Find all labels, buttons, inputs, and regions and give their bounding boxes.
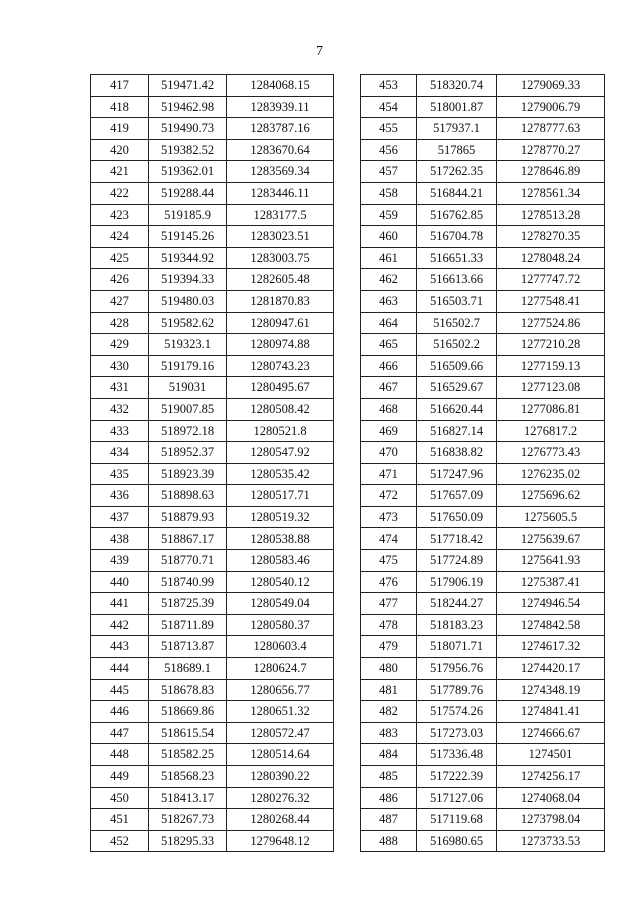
table-row: [361, 528, 605, 550]
table-row: [361, 398, 605, 420]
x-coordinate-cell: 519031: [149, 377, 227, 399]
y-coordinate-cell: 1280624.7: [227, 658, 334, 680]
point-number-cell: 431: [91, 377, 149, 399]
point-number-cell: 445: [91, 679, 149, 701]
table-row: [361, 571, 605, 593]
x-coordinate-cell: 517119.68: [417, 809, 497, 831]
y-coordinate-cell: 1280540.12: [227, 571, 334, 593]
x-coordinate-cell: 516980.65: [417, 830, 497, 852]
y-coordinate-cell: 1275639.67: [497, 528, 605, 550]
table-row: [361, 96, 605, 118]
y-coordinate-cell: 1276235.02: [497, 463, 605, 485]
x-coordinate-cell: 517127.06: [417, 787, 497, 809]
y-coordinate-cell: 1277086.81: [497, 398, 605, 420]
x-coordinate-cell: 518898.63: [149, 485, 227, 507]
table-row: [361, 420, 605, 442]
table-row: [91, 398, 334, 420]
point-number-cell: 473: [361, 506, 417, 528]
x-coordinate-cell: 518001.87: [417, 96, 497, 118]
table-row: [361, 312, 605, 334]
x-coordinate-cell: 517650.09: [417, 506, 497, 528]
table-row: [361, 614, 605, 636]
x-coordinate-cell: 518879.93: [149, 506, 227, 528]
table-row: [91, 75, 334, 97]
x-coordinate-cell: 519007.85: [149, 398, 227, 420]
table-row: [361, 830, 605, 852]
y-coordinate-cell: 1280495.67: [227, 377, 334, 399]
table-row: [361, 766, 605, 788]
point-number-cell: 428: [91, 312, 149, 334]
table-row: [361, 485, 605, 507]
y-coordinate-cell: 1278270.35: [497, 226, 605, 248]
x-coordinate-cell: 519480.03: [149, 290, 227, 312]
x-coordinate-cell: 517247.96: [417, 463, 497, 485]
table-row: [361, 809, 605, 831]
point-number-cell: 420: [91, 139, 149, 161]
table-row: [91, 766, 334, 788]
table-row: [91, 204, 334, 226]
y-coordinate-cell: 1280268.44: [227, 809, 334, 831]
point-number-cell: 441: [91, 593, 149, 615]
x-coordinate-cell: 518711.89: [149, 614, 227, 636]
y-coordinate-cell: 1275605.5: [497, 506, 605, 528]
table-row: [361, 744, 605, 766]
y-coordinate-cell: 1280974.88: [227, 334, 334, 356]
point-number-cell: 427: [91, 290, 149, 312]
y-coordinate-cell: 1274068.04: [497, 787, 605, 809]
x-coordinate-cell: 517906.19: [417, 571, 497, 593]
y-coordinate-cell: 1274666.67: [497, 722, 605, 744]
point-number-cell: 488: [361, 830, 417, 852]
x-coordinate-cell: 519462.98: [149, 96, 227, 118]
point-number-cell: 449: [91, 766, 149, 788]
point-number-cell: 467: [361, 377, 417, 399]
table-row: [361, 636, 605, 658]
x-coordinate-cell: 519490.73: [149, 118, 227, 140]
y-coordinate-cell: 1278048.24: [497, 247, 605, 269]
x-coordinate-cell: 518267.73: [149, 809, 227, 831]
y-coordinate-cell: 1278646.89: [497, 161, 605, 183]
x-coordinate-cell: 518413.17: [149, 787, 227, 809]
table-row: [91, 658, 334, 680]
point-number-cell: 421: [91, 161, 149, 183]
point-number-cell: 417: [91, 75, 149, 97]
x-coordinate-cell: 517789.76: [417, 679, 497, 701]
y-coordinate-cell: 1281870.83: [227, 290, 334, 312]
x-coordinate-cell: 518972.18: [149, 420, 227, 442]
y-coordinate-cell: 1283939.11: [227, 96, 334, 118]
y-coordinate-cell: 1283003.75: [227, 247, 334, 269]
x-coordinate-cell: 518923.39: [149, 463, 227, 485]
table-row: [361, 247, 605, 269]
y-coordinate-cell: 1274842.58: [497, 614, 605, 636]
y-coordinate-cell: 1275696.62: [497, 485, 605, 507]
table-row: [361, 290, 605, 312]
table-row: [361, 355, 605, 377]
x-coordinate-cell: 519382.52: [149, 139, 227, 161]
point-number-cell: 479: [361, 636, 417, 658]
table-row: [361, 204, 605, 226]
y-coordinate-cell: 1274617.32: [497, 636, 605, 658]
point-number-cell: 418: [91, 96, 149, 118]
table-row: [91, 614, 334, 636]
table-row: [91, 269, 334, 291]
y-coordinate-cell: 1280947.61: [227, 312, 334, 334]
x-coordinate-cell: 518740.99: [149, 571, 227, 593]
table-row: [361, 442, 605, 464]
x-coordinate-cell: 518320.74: [417, 75, 497, 97]
point-number-cell: 456: [361, 139, 417, 161]
x-coordinate-cell: 517657.09: [417, 485, 497, 507]
table-row: [91, 744, 334, 766]
table-row: [361, 118, 605, 140]
y-coordinate-cell: 1283446.11: [227, 182, 334, 204]
y-coordinate-cell: 1280583.46: [227, 550, 334, 572]
point-number-cell: 454: [361, 96, 417, 118]
y-coordinate-cell: 1275641.93: [497, 550, 605, 572]
table-row: [91, 226, 334, 248]
point-number-cell: 472: [361, 485, 417, 507]
coordinates-table-right-body: [361, 75, 605, 852]
point-number-cell: 424: [91, 226, 149, 248]
x-coordinate-cell: 518770.71: [149, 550, 227, 572]
x-coordinate-cell: 519185.9: [149, 204, 227, 226]
y-coordinate-cell: 1279648.12: [227, 830, 334, 852]
table-row: [91, 550, 334, 572]
y-coordinate-cell: 1280517.71: [227, 485, 334, 507]
y-coordinate-cell: 1279069.33: [497, 75, 605, 97]
point-number-cell: 487: [361, 809, 417, 831]
table-row: [91, 830, 334, 852]
table-row: [91, 247, 334, 269]
table-row: [91, 679, 334, 701]
y-coordinate-cell: 1274946.54: [497, 593, 605, 615]
y-coordinate-cell: 1279006.79: [497, 96, 605, 118]
table-row: [361, 506, 605, 528]
y-coordinate-cell: 1280390.22: [227, 766, 334, 788]
coordinates-table-right: [360, 74, 605, 852]
y-coordinate-cell: 1277210.28: [497, 334, 605, 356]
table-row: [91, 528, 334, 550]
point-number-cell: 435: [91, 463, 149, 485]
point-number-cell: 422: [91, 182, 149, 204]
x-coordinate-cell: 517336.48: [417, 744, 497, 766]
x-coordinate-cell: 516704.78: [417, 226, 497, 248]
y-coordinate-cell: 1273798.04: [497, 809, 605, 831]
y-coordinate-cell: 1278777.63: [497, 118, 605, 140]
x-coordinate-cell: 518867.17: [149, 528, 227, 550]
x-coordinate-cell: 516651.33: [417, 247, 497, 269]
table-row: [361, 593, 605, 615]
point-number-cell: 471: [361, 463, 417, 485]
y-coordinate-cell: 1280743.23: [227, 355, 334, 377]
point-number-cell: 485: [361, 766, 417, 788]
y-coordinate-cell: 1283177.5: [227, 204, 334, 226]
point-number-cell: 450: [91, 787, 149, 809]
x-coordinate-cell: 518689.1: [149, 658, 227, 680]
x-coordinate-cell: 519323.1: [149, 334, 227, 356]
x-coordinate-cell: 518295.33: [149, 830, 227, 852]
table-row: [361, 334, 605, 356]
y-coordinate-cell: 1278770.27: [497, 139, 605, 161]
y-coordinate-cell: 1277524.86: [497, 312, 605, 334]
table-row: [91, 118, 334, 140]
point-number-cell: 461: [361, 247, 417, 269]
x-coordinate-cell: 517724.89: [417, 550, 497, 572]
x-coordinate-cell: 519179.16: [149, 355, 227, 377]
x-coordinate-cell: 518713.87: [149, 636, 227, 658]
x-coordinate-cell: 517937.1: [417, 118, 497, 140]
point-number-cell: 433: [91, 420, 149, 442]
point-number-cell: 477: [361, 593, 417, 615]
point-number-cell: 470: [361, 442, 417, 464]
y-coordinate-cell: 1277159.13: [497, 355, 605, 377]
x-coordinate-cell: 517273.03: [417, 722, 497, 744]
y-coordinate-cell: 1280603.4: [227, 636, 334, 658]
point-number-cell: 486: [361, 787, 417, 809]
coordinates-table-left-body: [91, 75, 334, 852]
point-number-cell: 482: [361, 701, 417, 723]
table-row: [91, 636, 334, 658]
table-row: [91, 290, 334, 312]
y-coordinate-cell: 1280547.92: [227, 442, 334, 464]
x-coordinate-cell: 519362.01: [149, 161, 227, 183]
point-number-cell: 464: [361, 312, 417, 334]
y-coordinate-cell: 1280519.32: [227, 506, 334, 528]
table-row: [91, 442, 334, 464]
table-row: [361, 463, 605, 485]
table-row: [91, 722, 334, 744]
point-number-cell: 476: [361, 571, 417, 593]
table-row: [91, 701, 334, 723]
point-number-cell: 439: [91, 550, 149, 572]
y-coordinate-cell: 1275387.41: [497, 571, 605, 593]
table-row: [91, 355, 334, 377]
y-coordinate-cell: 1280535.42: [227, 463, 334, 485]
x-coordinate-cell: 518678.83: [149, 679, 227, 701]
table-row: [91, 809, 334, 831]
x-coordinate-cell: 516838.82: [417, 442, 497, 464]
x-coordinate-cell: 516509.66: [417, 355, 497, 377]
x-coordinate-cell: 518615.54: [149, 722, 227, 744]
point-number-cell: 455: [361, 118, 417, 140]
point-number-cell: 434: [91, 442, 149, 464]
y-coordinate-cell: 1283569.34: [227, 161, 334, 183]
x-coordinate-cell: 518582.25: [149, 744, 227, 766]
y-coordinate-cell: 1276817.2: [497, 420, 605, 442]
x-coordinate-cell: 519582.62: [149, 312, 227, 334]
page-number: 7: [316, 44, 323, 59]
point-number-cell: 481: [361, 679, 417, 701]
x-coordinate-cell: 519394.33: [149, 269, 227, 291]
x-coordinate-cell: 518244.27: [417, 593, 497, 615]
table-row: [91, 182, 334, 204]
x-coordinate-cell: 516827.14: [417, 420, 497, 442]
point-number-cell: 442: [91, 614, 149, 636]
y-coordinate-cell: 1280572.47: [227, 722, 334, 744]
point-number-cell: 432: [91, 398, 149, 420]
x-coordinate-cell: 517222.39: [417, 766, 497, 788]
y-coordinate-cell: 1280276.32: [227, 787, 334, 809]
y-coordinate-cell: 1280656.77: [227, 679, 334, 701]
y-coordinate-cell: 1274841.41: [497, 701, 605, 723]
table-row: [361, 269, 605, 291]
table-row: [91, 506, 334, 528]
point-number-cell: 484: [361, 744, 417, 766]
point-number-cell: 457: [361, 161, 417, 183]
x-coordinate-cell: 519145.26: [149, 226, 227, 248]
point-number-cell: 448: [91, 744, 149, 766]
x-coordinate-cell: 517956.76: [417, 658, 497, 680]
y-coordinate-cell: 1280514.64: [227, 744, 334, 766]
x-coordinate-cell: 517262.35: [417, 161, 497, 183]
x-coordinate-cell: 519288.44: [149, 182, 227, 204]
table-row: [361, 787, 605, 809]
y-coordinate-cell: 1274420.17: [497, 658, 605, 680]
point-number-cell: 459: [361, 204, 417, 226]
table-row: [361, 550, 605, 572]
x-coordinate-cell: 518568.23: [149, 766, 227, 788]
y-coordinate-cell: 1273733.53: [497, 830, 605, 852]
point-number-cell: 437: [91, 506, 149, 528]
y-coordinate-cell: 1277747.72: [497, 269, 605, 291]
x-coordinate-cell: 517718.42: [417, 528, 497, 550]
table-row: [361, 722, 605, 744]
point-number-cell: 440: [91, 571, 149, 593]
x-coordinate-cell: 516529.67: [417, 377, 497, 399]
table-row: [91, 96, 334, 118]
y-coordinate-cell: 1277548.41: [497, 290, 605, 312]
point-number-cell: 475: [361, 550, 417, 572]
y-coordinate-cell: 1280549.04: [227, 593, 334, 615]
table-row: [91, 334, 334, 356]
table-row: [91, 787, 334, 809]
point-number-cell: 458: [361, 182, 417, 204]
y-coordinate-cell: 1277123.08: [497, 377, 605, 399]
point-number-cell: 446: [91, 701, 149, 723]
point-number-cell: 429: [91, 334, 149, 356]
table-row: [91, 420, 334, 442]
point-number-cell: 453: [361, 75, 417, 97]
y-coordinate-cell: 1283670.64: [227, 139, 334, 161]
x-coordinate-cell: 518183.23: [417, 614, 497, 636]
table-row: [91, 139, 334, 161]
point-number-cell: 443: [91, 636, 149, 658]
table-row: [361, 182, 605, 204]
y-coordinate-cell: 1280538.88: [227, 528, 334, 550]
y-coordinate-cell: 1274348.19: [497, 679, 605, 701]
point-number-cell: 474: [361, 528, 417, 550]
table-row: [361, 75, 605, 97]
point-number-cell: 447: [91, 722, 149, 744]
x-coordinate-cell: 518952.37: [149, 442, 227, 464]
table-row: [91, 463, 334, 485]
point-number-cell: 436: [91, 485, 149, 507]
y-coordinate-cell: 1280508.42: [227, 398, 334, 420]
x-coordinate-cell: 516844.21: [417, 182, 497, 204]
table-row: [361, 139, 605, 161]
y-coordinate-cell: 1280580.37: [227, 614, 334, 636]
point-number-cell: 463: [361, 290, 417, 312]
y-coordinate-cell: 1274256.17: [497, 766, 605, 788]
x-coordinate-cell: 516503.71: [417, 290, 497, 312]
point-number-cell: 469: [361, 420, 417, 442]
point-number-cell: 444: [91, 658, 149, 680]
y-coordinate-cell: 1284068.15: [227, 75, 334, 97]
y-coordinate-cell: 1283023.51: [227, 226, 334, 248]
table-row: [91, 312, 334, 334]
table-row: [91, 571, 334, 593]
y-coordinate-cell: 1278561.34: [497, 182, 605, 204]
point-number-cell: 466: [361, 355, 417, 377]
x-coordinate-cell: 516762.85: [417, 204, 497, 226]
table-row: [361, 161, 605, 183]
point-number-cell: 465: [361, 334, 417, 356]
y-coordinate-cell: 1280651.32: [227, 701, 334, 723]
x-coordinate-cell: 516502.2: [417, 334, 497, 356]
point-number-cell: 462: [361, 269, 417, 291]
table-row: [361, 658, 605, 680]
y-coordinate-cell: 1276773.43: [497, 442, 605, 464]
point-number-cell: 483: [361, 722, 417, 744]
x-coordinate-cell: 518669.86: [149, 701, 227, 723]
point-number-cell: 438: [91, 528, 149, 550]
point-number-cell: 478: [361, 614, 417, 636]
table-row: [361, 701, 605, 723]
point-number-cell: 460: [361, 226, 417, 248]
point-number-cell: 452: [91, 830, 149, 852]
point-number-cell: 425: [91, 247, 149, 269]
x-coordinate-cell: 516620.44: [417, 398, 497, 420]
x-coordinate-cell: 519344.92: [149, 247, 227, 269]
x-coordinate-cell: 516613.66: [417, 269, 497, 291]
table-row: [361, 226, 605, 248]
point-number-cell: 426: [91, 269, 149, 291]
table-row: [91, 485, 334, 507]
point-number-cell: 451: [91, 809, 149, 831]
x-coordinate-cell: 519471.42: [149, 75, 227, 97]
table-row: [91, 161, 334, 183]
y-coordinate-cell: 1282605.48: [227, 269, 334, 291]
x-coordinate-cell: 517574.26: [417, 701, 497, 723]
table-row: [361, 679, 605, 701]
x-coordinate-cell: 516502.7: [417, 312, 497, 334]
table-row: [91, 593, 334, 615]
table-row: [91, 377, 334, 399]
point-number-cell: 468: [361, 398, 417, 420]
point-number-cell: 419: [91, 118, 149, 140]
table-row: [361, 377, 605, 399]
point-number-cell: 430: [91, 355, 149, 377]
x-coordinate-cell: 517865: [417, 139, 497, 161]
x-coordinate-cell: 518725.39: [149, 593, 227, 615]
y-coordinate-cell: 1283787.16: [227, 118, 334, 140]
coordinates-table-left: [90, 74, 334, 852]
y-coordinate-cell: 1278513.28: [497, 204, 605, 226]
y-coordinate-cell: 1280521.8: [227, 420, 334, 442]
y-coordinate-cell: 1274501: [497, 744, 605, 766]
x-coordinate-cell: 518071.71: [417, 636, 497, 658]
point-number-cell: 480: [361, 658, 417, 680]
point-number-cell: 423: [91, 204, 149, 226]
